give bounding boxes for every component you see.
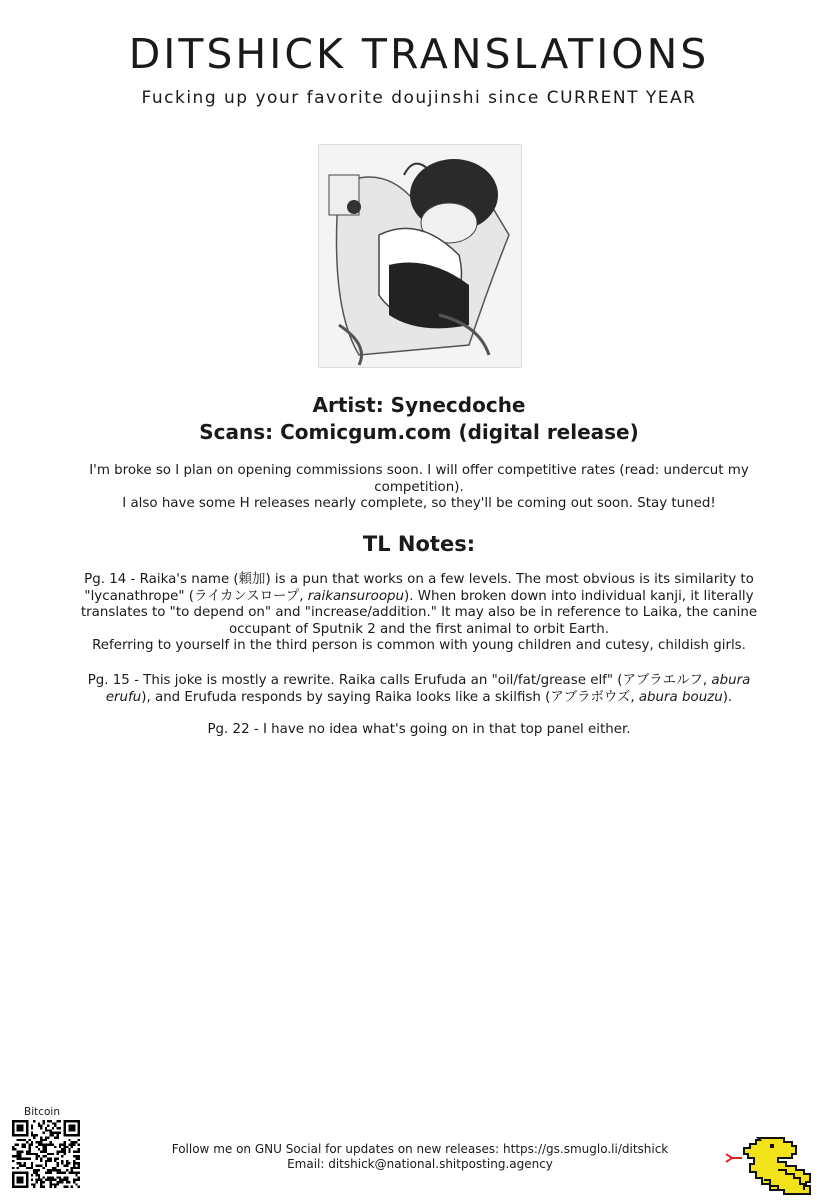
tl-note-pg14 (70, 572, 768, 655)
note-romaji: raikansuroopu (307, 588, 405, 604)
bitcoin-qr-code-icon (12, 1120, 80, 1188)
note-text: Pg. 14 - Raika's name (頼加) is a pun that works on a few levels. The most obvious is its similarity to "lycanathrope" (ライカンスロープ, (84, 572, 754, 604)
bitcoin-label: Bitcoin (24, 1106, 61, 1118)
tl-note-pg22 (70, 722, 768, 739)
intro-line-2: I also have some H releases nearly complete, so they'll be coming out soon. Stay tuned! (122, 496, 716, 511)
footer (150, 1142, 690, 1172)
contact-email[interactable]: Email: ditshick@national.shitposting.agency (287, 1157, 553, 1171)
site-tagline: Fucking up your favorite doujinshi since CURRENT YEAR (141, 88, 697, 108)
note-text: ). (722, 689, 733, 705)
tl-notes-heading: TL Notes: (362, 532, 476, 556)
tl-note-pg14-paragraph (70, 572, 768, 638)
tl-note-pg22-paragraph: Pg. 22 - I have no idea what's going on in that top panel either. (207, 722, 631, 737)
gnu-social-link[interactable]: Follow me on GNU Social for updates on new releases: https://gs.smuglo.li/ditshick (171, 1142, 669, 1156)
cover-illustration (318, 144, 522, 368)
note-text: ), and Erufuda responds by saying Raika looks like a skilfish (アブラボウズ, (141, 689, 639, 705)
note-romaji: abura bouzu (638, 689, 723, 705)
artist-credit: Artist: Synecdoche (312, 393, 526, 417)
note-text: ). When broken down into individual kanji, it literally translates to "to depend on" and "increase/addition." It may also be in reference to Laika, the canine occupant of Sputnik 2 and the first animal to orbit Earth. (80, 588, 758, 637)
note-text: Pg. 15 - This joke is mostly a rewrite. Raika calls Erufuda an "oil/fat/grease elf" (アブラエルフ, (87, 673, 712, 688)
intro-line-1: I'm broke so I plan on opening commissions soon. I will offer competitive rates (read: undercut my competition). (89, 463, 749, 495)
note-romaji: abura erufu (105, 673, 751, 705)
intro-text (70, 463, 768, 513)
credits-block (0, 392, 838, 446)
snake-mascot-icon (718, 1134, 830, 1198)
tl-note-pg14-third-person: Referring to yourself in the third person is common with young children and cutesy, childish girls. (92, 638, 746, 653)
scans-credit: Scans: Comicgum.com (digital release) (199, 420, 639, 444)
site-title: DITSHICK TRANSLATIONS (128, 30, 710, 78)
tl-note-pg15-paragraph (70, 673, 768, 706)
tl-note-pg15 (70, 673, 768, 706)
